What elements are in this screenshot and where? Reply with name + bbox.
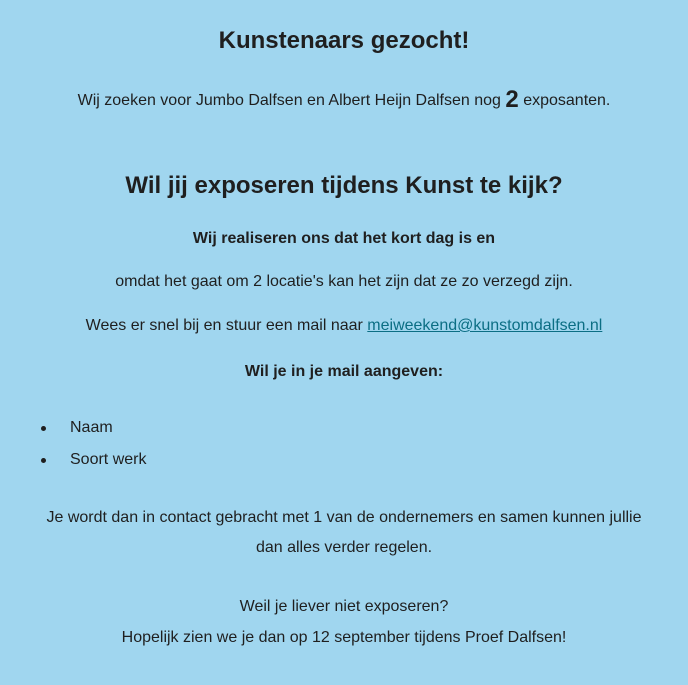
mail-instruction-line xyxy=(0,316,688,336)
bullet-icon xyxy=(41,458,46,463)
contact-line-1: Je wordt dan in contact gebracht met 1 van de ondernemers en samen kunnen jullie xyxy=(46,509,642,526)
locations-note: omdat het gaat om 2 locatie's kan het zijn dat ze zo verzegd zijn. xyxy=(115,273,573,290)
bullet-icon xyxy=(41,426,46,431)
exhibitor-count: 2 xyxy=(505,86,519,113)
email-link[interactable]: meiweekend@kunstomdalfsen.nl xyxy=(367,317,603,334)
closing-question: Weil je liever niet exposeren? xyxy=(239,598,449,615)
short-notice-text: Wij realiseren ons dat het kort dag is en xyxy=(192,230,496,247)
intro-text-after: exposanten. xyxy=(518,92,611,109)
mail-line-text: Wees er snel bij en stuur een mail naar xyxy=(85,317,368,334)
intro-text-before: Wij zoeken voor Jumbo Dalfsen en Albert Heijn Dalfsen nog xyxy=(77,92,506,109)
contact-paragraph xyxy=(0,503,688,563)
list-item-label: Naam xyxy=(70,419,113,436)
contact-line-2: dan alles verder regelen. xyxy=(255,539,433,556)
intro-paragraph xyxy=(0,87,688,114)
closing-line: Hopelijk zien we je dan op 12 september tijdens Proef Dalfsen! xyxy=(121,629,567,646)
list-item-label: Soort werk xyxy=(70,451,147,468)
mail-fields-heading: Wil je in je mail aangeven: xyxy=(244,363,444,380)
section-heading: Wil jij exposeren tijdens Kunst te kijk? xyxy=(125,172,563,199)
page-title: Kunstenaars gezocht! xyxy=(218,27,470,54)
